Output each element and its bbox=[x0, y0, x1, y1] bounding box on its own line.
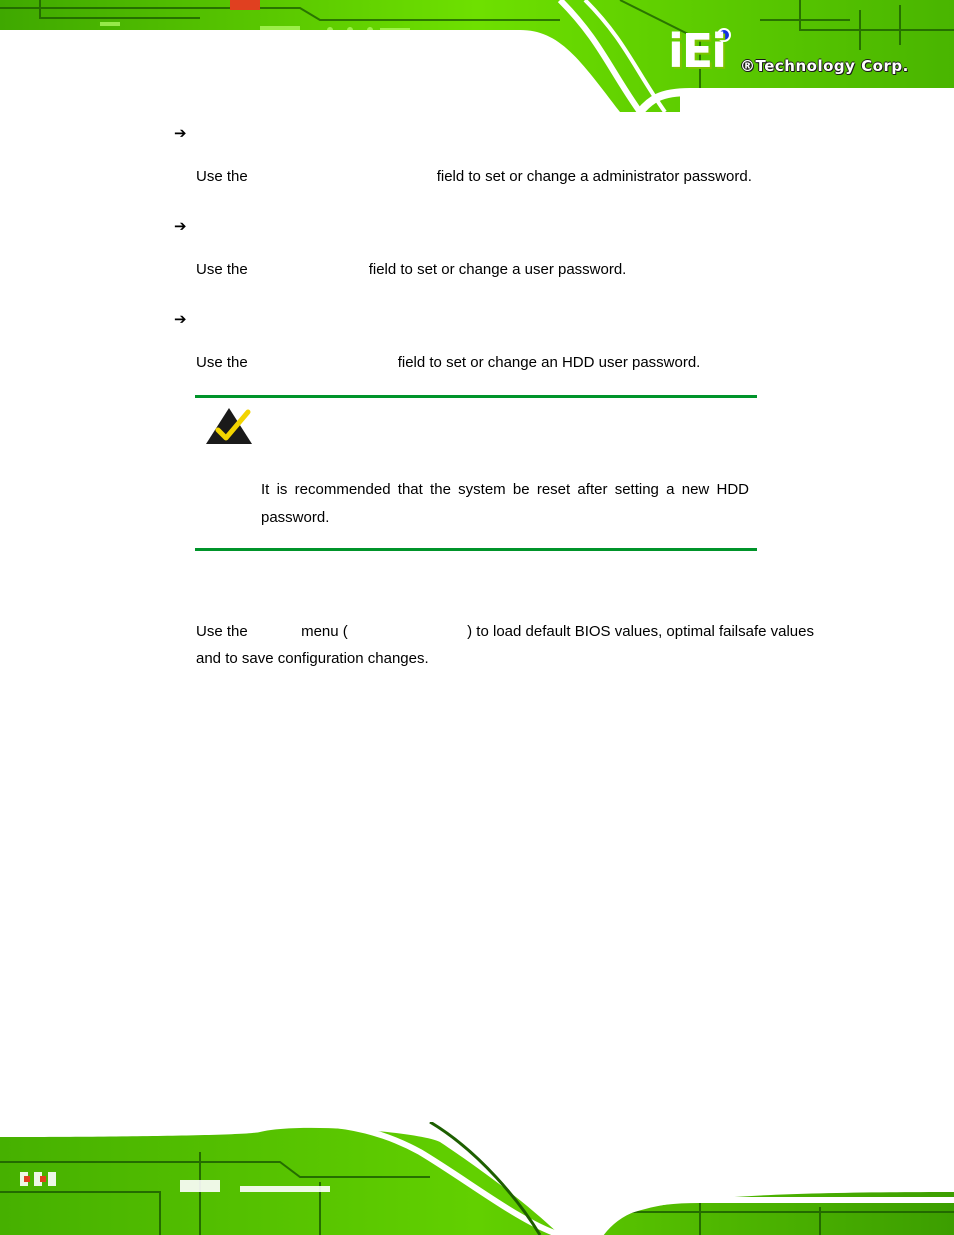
bullet-arrow-icon: ➔ bbox=[174, 125, 187, 142]
user-password-paragraph bbox=[196, 261, 626, 279]
paragraph-segment: menu ( bbox=[301, 623, 348, 640]
header-banner bbox=[0, 0, 954, 112]
paragraph-lead: Use the bbox=[196, 354, 248, 371]
circuit-board-header-graphic bbox=[0, 0, 954, 112]
exit-menu-paragraph bbox=[196, 618, 814, 672]
hdd-password-paragraph bbox=[196, 354, 700, 372]
paragraph-tail: field to set or change a user password. bbox=[368, 261, 627, 278]
paragraph-tail: field to set or change an HDD user password. bbox=[397, 354, 701, 371]
paragraph-lead: Use the bbox=[196, 261, 248, 278]
paragraph-segment: Use the bbox=[196, 623, 248, 640]
paragraph-tail: field to set or change a administrator password. bbox=[436, 168, 752, 185]
circuit-board-footer-graphic bbox=[0, 1122, 954, 1235]
checkmark-warning-icon bbox=[204, 406, 254, 446]
paragraph-lead: Use the bbox=[196, 168, 248, 185]
company-logo-text: ®Technology Corp. bbox=[740, 57, 909, 75]
paragraph-segment: ) to load default BIOS values, optimal failsafe values bbox=[467, 623, 814, 640]
company-logo-mark: iEi bbox=[668, 24, 725, 78]
bullet-arrow-icon: ➔ bbox=[174, 218, 187, 235]
exit-menu-line-1 bbox=[196, 618, 814, 645]
footer-banner bbox=[0, 1122, 954, 1235]
note-text: It is recommended that the system be reset after setting a new HDD password. bbox=[261, 481, 749, 526]
exit-menu-line-2: and to save configuration changes. bbox=[196, 650, 429, 667]
note-top-rule bbox=[195, 395, 757, 398]
bullet-arrow-icon: ➔ bbox=[174, 311, 187, 328]
note-bottom-rule bbox=[195, 548, 757, 551]
admin-password-paragraph bbox=[196, 168, 752, 186]
